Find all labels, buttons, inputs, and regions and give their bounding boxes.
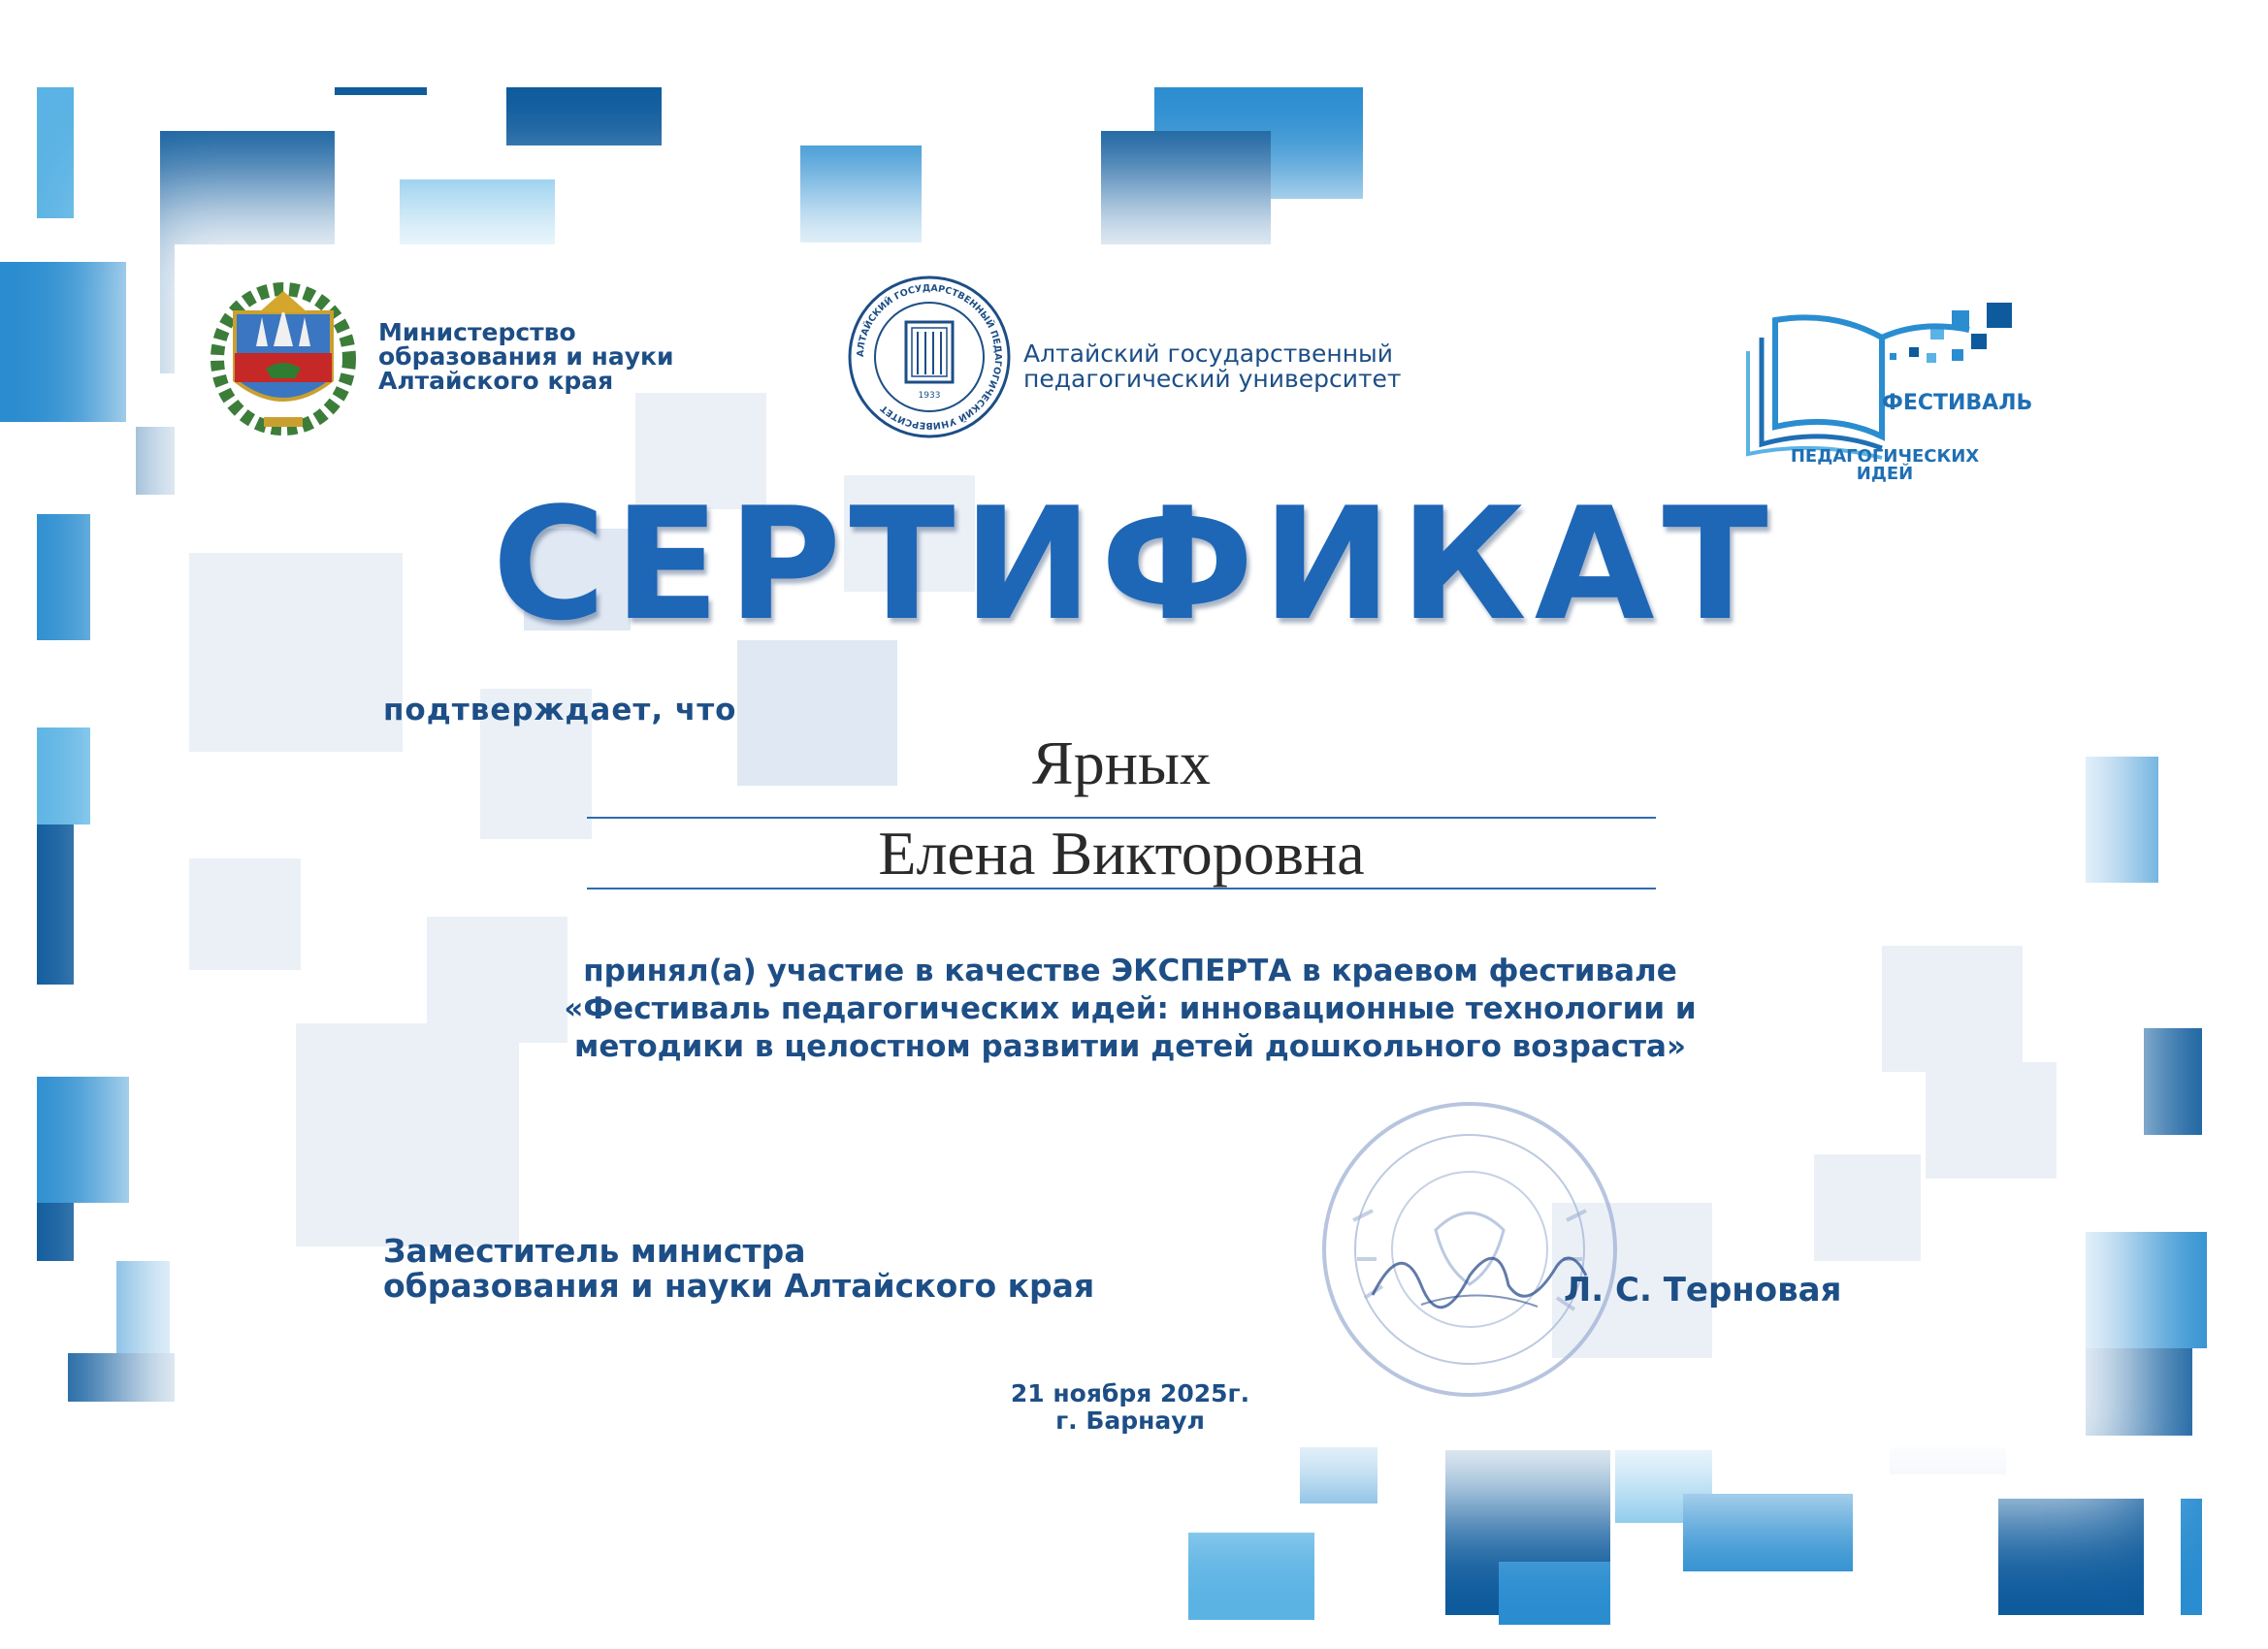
signer-name: Л. С. Терновая: [1564, 1271, 1842, 1310]
ministry-name-line: образования и науки: [378, 342, 674, 371]
participation-text: [466, 953, 1795, 1066]
university-seal-icon: [846, 274, 1013, 440]
certificate-title: СЕРТИФИКАТ: [492, 473, 1776, 655]
festival-logo-subtitle-line: ПЕДАГОГИЧЕСКИХ: [1790, 446, 1980, 467]
ministry-name-line: Министерство: [378, 318, 576, 346]
signer-position: [383, 1234, 1094, 1304]
recipient-given-name: Елена Викторовна: [878, 819, 1365, 888]
svg-text:АЛТАЙСКИЙ ГОСУДАРСТВЕННЫЙ ПЕДА: АЛТАЙСКИЙ ГОСУДАРСТВЕННЫЙ ПЕДАГОГИЧЕСКИЙ УНИВЕРСИТЕТ: [855, 282, 1004, 432]
participation-line: методики в целостном развитии детей дошкольного возраста»: [573, 1029, 1686, 1064]
signer-position-line: Заместитель министра: [383, 1232, 806, 1270]
confirms-text: подтверждает, что: [383, 693, 737, 728]
issue-date: 21 ноября 2025г.: [1010, 1379, 1250, 1407]
festival-logo-subtitle-line: ИДЕЙ: [1856, 464, 1914, 484]
issue-place: г. Барнаул: [1055, 1406, 1205, 1435]
seal-year: 1933: [918, 391, 941, 401]
festival-logo-title: ФЕСТИВАЛЬ: [1882, 391, 2033, 415]
signer-position-line: образования и науки Алтайского края: [383, 1267, 1095, 1305]
recipient-surname: Ярных: [1032, 728, 1211, 797]
university-name-line: Алтайский государственный: [1023, 340, 1394, 368]
ministry-name-line: Алтайского края: [378, 367, 614, 395]
university-name: [1023, 341, 1489, 392]
altai-coat-of-arms-icon: [206, 274, 361, 438]
participation-line: принял(а) участие в качестве ЭКСПЕРТА в краевом фестивале: [583, 954, 1677, 988]
participation-line: «Фестиваль педагогических идей: инновационные технологии и: [564, 991, 1697, 1026]
given-name-underline: [587, 888, 1656, 889]
ministry-name: [378, 320, 708, 393]
university-name-line: педагогический университет: [1023, 365, 1402, 393]
date-and-place: [970, 1380, 1290, 1435]
